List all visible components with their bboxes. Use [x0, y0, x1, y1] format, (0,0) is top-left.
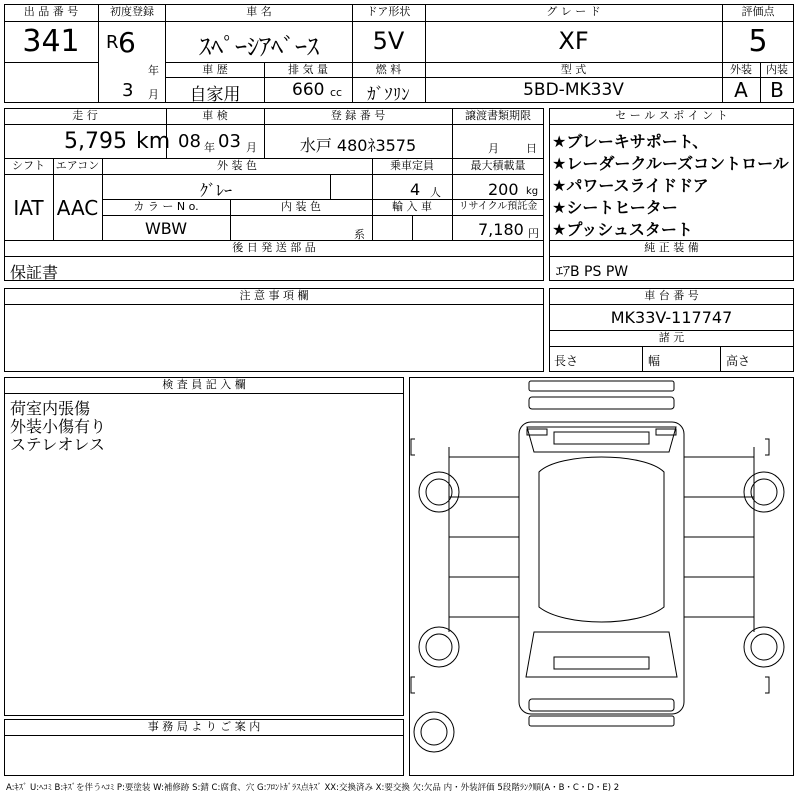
exterior-color: ｸﾞﾚｰ	[199, 181, 232, 200]
inspector-label: 検 査 員 記 入 欄	[162, 378, 246, 391]
first-registration-label: 初度登録	[110, 5, 154, 18]
inspector-note: 荷室内張傷	[10, 399, 91, 418]
inspector-note: ステレオレス	[10, 435, 105, 454]
score: 5	[748, 24, 768, 59]
lot-number-label: 出 品 番 号	[23, 5, 79, 18]
car-name-label: 車 名	[246, 5, 272, 18]
interior-color-label: 内 装 色	[281, 200, 321, 213]
interior-label: 内装	[766, 63, 788, 76]
import-label: 輸 入 車	[392, 200, 432, 213]
color-number-label: カ ラ ー N o.	[133, 200, 199, 213]
sales-points-label: セ ー ル ス ポ イ ン ト	[615, 109, 728, 122]
sales-point: ★パワースライドドア	[552, 176, 709, 195]
later-parts: 保証書	[10, 263, 59, 282]
capacity-label: 乗車定員	[390, 159, 434, 172]
month-unit: 月	[148, 88, 159, 101]
office-label: 事 務 局 よ り ご 案 内	[147, 720, 261, 733]
fuel: ｶﾞｿﾘﾝ	[367, 85, 410, 105]
door-type: 5V	[372, 27, 405, 55]
displacement-unit: cc	[330, 86, 343, 99]
displacement-label: 排 気 量	[288, 63, 328, 76]
transfer-label: 譲渡書類期限	[465, 109, 531, 122]
inspector-note: 外装小傷有り	[10, 417, 107, 436]
door-type-label: ドア形状	[366, 5, 411, 18]
inspection-year: 08	[178, 131, 201, 152]
exterior-grade: A	[734, 78, 748, 102]
first-reg-year: 6	[118, 26, 136, 59]
era: R	[106, 32, 119, 53]
registration-number: 水戸 480ﾈ3575	[299, 136, 417, 155]
inspection-month-unit: 月	[246, 141, 257, 154]
inspection-label: 車 検	[202, 109, 228, 122]
caution-label: 注 意 事 項 欄	[239, 289, 309, 302]
legend: A:ｷｽﾞ U:ﾍｺﾐ B:ｷｽﾞを伴うﾍｺﾐ P:要塗装 W:補修跡 S:錆 C:腐食、穴 G:ﾌﾛﾝﾄｶﾞﾗｽ点ｷｽﾞ XX:交換済み X:要交換 欠:欠品 内・外装評価 5段階ﾗﾝｸ順(A・B・C・D・E) 2	[6, 783, 620, 793]
displacement: 660	[292, 80, 325, 100]
transfer-day-unit: 日	[526, 142, 537, 155]
max-load: 200	[488, 180, 519, 199]
history: 自家用	[189, 85, 241, 105]
air-conditioner: AAC	[56, 196, 99, 220]
max-load-unit: kg	[526, 186, 539, 197]
color-number: WBW	[144, 219, 188, 238]
car-diagram-drawing	[409, 377, 794, 776]
width-label: 幅	[648, 354, 661, 368]
sales-point: ★ブレーキサポート、	[552, 132, 709, 151]
exterior-color-label: 外 装 色	[217, 159, 257, 172]
interior-grade: B	[770, 78, 784, 102]
later-parts-label: 後 日 発 送 部 品	[232, 241, 316, 254]
inspection-year-unit: 年	[204, 141, 215, 154]
car-name: ｽﾍﾟｰｼｱﾍﾞｰｽ	[199, 33, 319, 61]
ac-label: エアコン	[55, 159, 100, 172]
model: 5BD-MK33V	[523, 80, 624, 100]
height-label: 高さ	[726, 354, 751, 368]
recycle-fee: 7,180	[478, 220, 524, 239]
lot-number: 341	[22, 24, 80, 59]
sales-point: ★レーダークルーズコントロール	[552, 154, 789, 173]
recycle-unit: 円	[528, 227, 539, 240]
exterior-label: 外装	[730, 63, 752, 76]
interior-color-unit: 系	[354, 228, 365, 241]
mileage-unit: km	[136, 129, 171, 154]
fuel-label: 燃 料	[375, 63, 402, 76]
score-label: 評価点	[741, 5, 775, 18]
model-label: 型 式	[560, 63, 587, 76]
genuine-equipment: ｴｱB PS PW	[556, 264, 629, 280]
registration-label: 登 録 番 号	[330, 109, 386, 122]
max-load-label: 最大積載量	[470, 159, 526, 172]
chassis-number: MK33V-117747	[610, 308, 733, 327]
transfer-month-unit: 月	[488, 142, 499, 155]
capacity: 4	[410, 180, 421, 199]
sales-point: ★プッシュスタート	[552, 220, 693, 239]
history-label: 車 歴	[202, 63, 228, 76]
year-unit: 年	[148, 64, 159, 77]
sales-point: ★シートヒーター	[552, 198, 678, 217]
genuine-equipment-label: 純 正 装 備	[644, 241, 699, 254]
grade-label: グ レ ー ド	[546, 5, 601, 18]
mileage: 5,795	[64, 129, 127, 154]
specs-label: 諸 元	[658, 331, 685, 344]
first-reg-month: 3	[122, 80, 134, 101]
length-label: 長さ	[554, 354, 579, 368]
inspection-month: 03	[218, 131, 241, 152]
grade: XF	[558, 27, 589, 55]
capacity-unit: 人	[430, 186, 441, 199]
mileage-label: 走 行	[72, 109, 98, 122]
chassis-label: 車 台 番 号	[644, 289, 699, 302]
shift: IAT	[13, 196, 44, 220]
recycle-label: リサイクル預託金	[458, 201, 538, 212]
shift-label: シフト	[12, 159, 45, 172]
